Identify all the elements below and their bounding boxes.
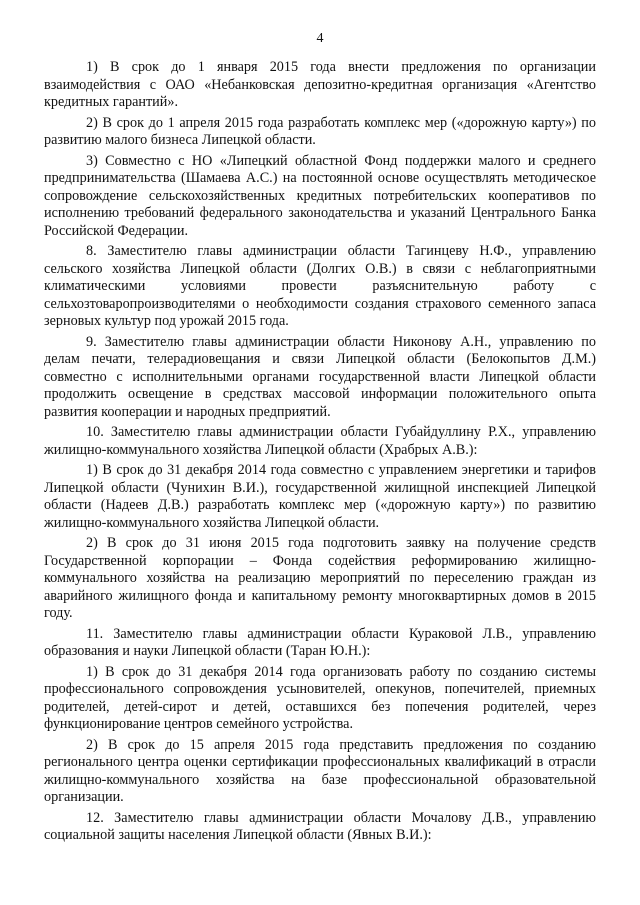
- paragraph-section-10-item-2: 2) В срок до 31 июня 2015 года подготовить заявку на получение средств Государственной корпорации – Фонда содействия реформированию жилищно-коммунального хозяйства на реализацию мероприятий по переселению граждан из аварийного жилищного фонда и капитальному ремонту многоквартирных домов в 2015 году.: [44, 535, 596, 621]
- paragraph-section-11-item-2: 2) В срок до 15 апреля 2015 года представить предложения по созданию регионального центра оценки сертификации профессиональных квалификаций в отрасли жилищно-коммунального хозяйства на базе профессиональной образовательной организации.: [44, 736, 596, 805]
- paragraph-section-10-item-1: 1) В срок до 31 декабря 2014 года совместно с управлением энергетики и тарифов Липецкой области (Чунихин В.И.), государственной жилищной инспекцией Липецкой области (Надеев Д.В.) разработать комплекс мер («дорожную карту») по развитию жилищно-коммунального хозяйства Липецкой области.: [44, 462, 596, 531]
- paragraph-section-8: 8. Заместителю главы администрации области Тагинцеву Н.Ф., управлению сельского хозяйства Липецкой области (Долгих О.В.) в связи с неблагоприятными климатическими условиями провести разъяснительную работу с сельхозтоваропроизводителями о необходимости создания страхового семенного запаса зерновых культур под урожай 2015 года.: [44, 243, 596, 329]
- paragraph-section-11: 11. Заместителю главы администрации области Кураковой Л.В., управлению образования и науки Липецкой области (Таран Ю.Н.):: [44, 625, 596, 659]
- paragraph-item-2-roadmap-small-business: 2) В срок до 1 апреля 2015 года разработать комплекс мер («дорожную карту») по развитию малого бизнеса Липецкой области.: [44, 114, 596, 148]
- paragraph-item-3-credit-cooperatives: 3) Совместно с НО «Липецкий областной Фонд поддержки малого и среднего предпринимательства (Шамаева А.С.) на постоянной основе осуществлять методическое сопровождение сельскохозяйственных кредитных потребительских кооперативов по исполнению требований федерального законодательства и указаний Центрального Банка Российской Федерации.: [44, 152, 596, 239]
- paragraph-section-12: 12. Заместителю главы администрации области Мочалову Д.В., управлению социальной защиты населения Липецкой области (Явных В.И.):: [44, 809, 596, 843]
- page-number: 4: [316, 31, 324, 46]
- paragraph-item-1-agency-guarantees: 1) В срок до 1 января 2015 года внести предложения по организации взаимодействия с ОАО «Небанковская депозитно-кредитная организация «Агентство кредитных гарантий».: [44, 59, 596, 110]
- paragraph-section-11-item-1: 1) В срок до 31 декабря 2014 года организовать работу по созданию системы профессионального сопровождения усыновителей, опекунов, попечителей, приемных родителей, детей-сирот и детей, оставшихся без попечения родителей, через функционирование центров семейного устройства.: [44, 663, 596, 732]
- document-body: [44, 59, 596, 848]
- paragraph-section-9: 9. Заместителю главы администрации области Никонову А.Н., управлению по делам печати, телерадиовещания и связи Липецкой области (Белокопытов Д.М.) совместно с исполнительными органами государственной власти Липецкой области продолжить освещение в средствах массовой информации положительного опыта развития кооперации и народных предприятий.: [44, 333, 596, 420]
- paragraph-section-10: 10. Заместителю главы администрации области Губайдуллину Р.Х., управлению жилищно-коммунального хозяйства Липецкой области (Храбрых А.В.):: [44, 424, 596, 458]
